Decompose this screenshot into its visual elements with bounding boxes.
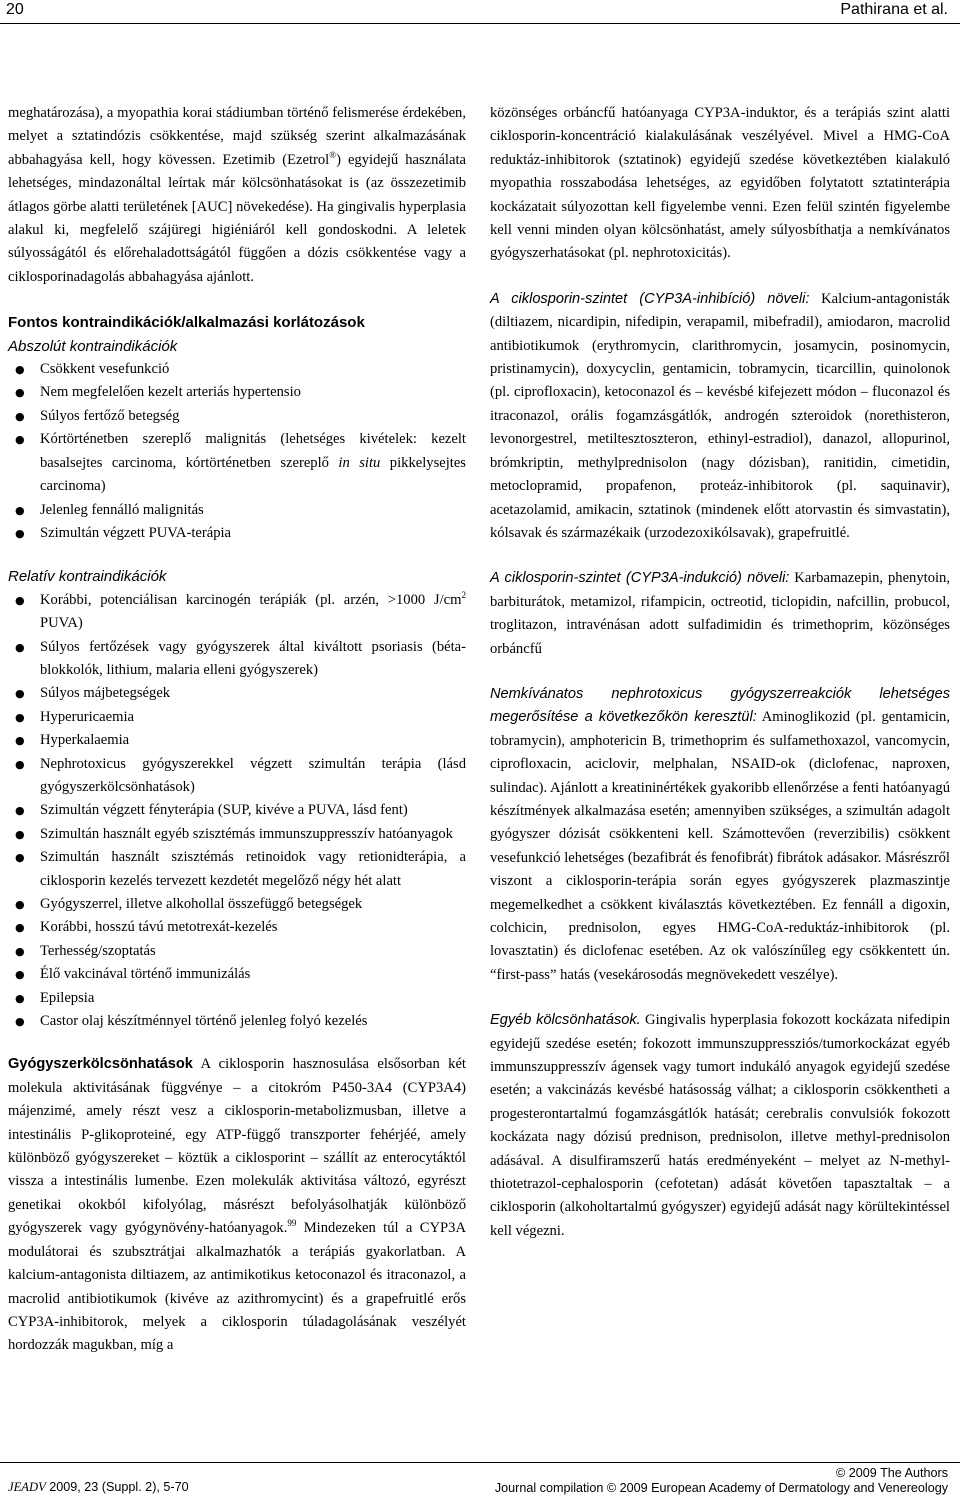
induction-paragraph: A ciklosporin-szintet (CYP3A-indukció) növeli: Karbamazepin, phenytoin, barbiturátok, metamizol, rifampicin, octreotid, ticlopidin, nafcillin, probucol, troglitazon, intravénásan adott sulfadimidin és trimethoprim, közönséges orbáncfű	[490, 570, 950, 657]
list-item: ● Szimultán végzett fényterápia (SUP, kivéve a PUVA, lásd fent)	[8, 799, 466, 822]
reference-superscript: 99	[287, 1218, 297, 1229]
nephrotoxic-lead: Nemkívánatos nephrotoxicus gyógyszerreakciók lehetséges megerősítése a következőkön keresztül:	[490, 685, 950, 726]
list-item: ● Epilepsia	[8, 987, 466, 1010]
nephrotoxic-paragraph: Nemkívánatos nephrotoxicus gyógyszerreakciók lehetséges megerősítése a következőkön keresztül: Aminoglikozid (pl. gentamicin, tobramycin), amphotericin B, trimethoprim és sulfamethoxazol, vancomycin, ciprofloxacin, aciclovir, melphalan, NSAID-ok (diclofenac, naproxen, sulindac). Ajánlott a kreatininértékek gyakoribb ellenőrzése a fenti hatóanyagú készítmények alkalmazása esetén; amennyiben szükséges, a szimultán adagolt gyógyszer dózisát csökkenteni kell. Számottevően (reverzibilis) csökkent vesefunkció lehetséges (bezafibrát és fenofibrát) fibrátok adásakor. Másrészről viszont a ciklosporin-terápia során egyes gyógyszerek plazmaszintje megemelkedhet a csökkent kiválasztás következtében. Ez fennáll a digoxin, colchicin, prednisolon, egyes HMG-CoA-reduktáz-inhibitorok (pl. lovasztatin) és diclofenac esetében. Az ok valószínűleg egy csökkentett ún. “first-pass” hatás (vesekárosodás megnövekedett veszélye).	[490, 685, 950, 983]
list-item: ● Hyperkalaemia	[8, 729, 466, 752]
list-item: ● Szimultán végzett PUVA-terápia	[8, 522, 466, 545]
relative-contraindications-heading: Relatív kontraindikációk	[8, 568, 167, 586]
header-rule	[0, 23, 960, 24]
list-item: ● Súlyos fertőzések vagy gyógyszerek által kiváltott psoriasis (béta-blokkolók, lithium, malaria elleni gyógyszerek)	[8, 636, 466, 683]
list-item: ● Szimultán használt egyéb szisztémás immunszuppresszív hatóanyagok	[8, 823, 466, 846]
left-column	[8, 102, 466, 1358]
list-item: ● Korábbi, potenciálisan karcinogén terápiák (pl. arzén, >1000 $J/cm^2$ PUVA)	[8, 589, 466, 636]
contraindications-heading: Fontos kontraindikációk/alkalmazási korlátozások	[8, 314, 365, 332]
page-header	[0, 0, 960, 24]
list-item: ● Nem megfelelően kezelt arteriás hypertensio	[8, 381, 466, 404]
list-item: ● Nephrotoxicus gyógyszerekkel végzett szimultán terápia (lásd gyógyszerkölcsönhatások)	[8, 753, 466, 800]
list-item: ● Kórtörténetben szereplő malignitás (lehetséges kivételek: kezelt basalsejtes carcinoma, kórtörténetben szereplő in situ pikkelysejtes carcinoma)	[8, 428, 466, 498]
inhibition-lead: A ciklosporin-szintet (CYP3A-inhibíció) növeli:	[490, 290, 810, 307]
list-item: ● Korábbi, hosszú távú metotrexát-kezelés	[8, 916, 466, 939]
list-item: ● Szimultán használt szisztémás retinoidok vagy retionidterápia, a ciklosporin kezelés tervezett kezdetét megelőző négy hét alatt	[8, 846, 466, 893]
absolute-contraindications-heading: Abszolút kontraindikációk	[8, 337, 178, 355]
footer-rule	[0, 1462, 960, 1463]
registered-mark: ®	[329, 149, 337, 160]
list-item: ● Élő vakcinával történő immunizálás	[8, 963, 466, 986]
induction-lead: A ciklosporin-szintet (CYP3A-indukció) növeli:	[490, 570, 790, 587]
copyright-compilation: Journal compilation © 2009 European Academy of Dermatology and Venereology	[494, 1481, 948, 1495]
interactions-paragraph: Gyógyszerkölcsönhatások A ciklosporin hasznosulása elsősorban két molekula aktivitásának függvénye – a citokróm P450-3A4 (CYP3A4) májenzimé, amely részt vesz a ciklosporin-metabolizmusban, illetve a intestinális P-glikoproteiné, egy ATP-függő transzporter fehérjéé, amely különböző gyógyszereket – köztük a ciklosporint – szállít az enterocytáktól vissza a intestinális lumenbe. Ezen molekulák aktivitása változó, egyrészt genetikai okokból kifolyólag, másrészt befolyásolhatják különböző gyógyszerek vagy gyógynövény-hatóanyagok.$^{99}$ Mindezeken túl a CYP3A modulátorai és szubsztrátjai alkalmazhatók a terápiás gyakorlatban. A kalcium-antagonista diltiazem, az antimikotikus ketoconazol és itraconazol, a macrolid antibiotikumok (kivéve az azithromycint) és a grapefruitlé erős CYP3A-inhibitorok, melyek a ciklosporin túladagolásának veszélyét hordozzák magukban, míg a	[8, 1056, 466, 1354]
journal-reference: 2009, 23 (Suppl. 2), 5-70	[45, 1480, 189, 1494]
inhibition-paragraph: A ciklosporin-szintet (CYP3A-inhibíció) növeli: Kalcium-antagonisták (diltiazem, nicardipin, nifedipin, verapamil, mibefradil), amiodaron, macrolid antibiotikumok (erythromycin, clarithromycin, josamycin, posinomycin, pristinamycin), doxycyclin, gentamicin, tobramycin, ticarcillin, quinolonok (pl. ciprofloxacin), ketoconazol és – kevésbé kifejezett módon – fluconazol és itraconazol, orális fogamzásgátlók, androgén szteroidok (norethisteron, levonorgestrel, metiltesztoszteron, ethinyl-estradiol), danazol, allopurinol, brómkriptin, methylprednisolon (nagy dózisban), ranitidin, cimetidin, metoclopramid, propafenon, proteáz-inhibitorok (pl. saquinavir), acetazolamid, amikacin, sztatinok (mindenek előtt atorvastin és simvastatin), kólsavak és származékaik (urzodezoxikólsavak), grapefruitlé.	[490, 290, 950, 541]
intro-paragraph	[8, 102, 466, 289]
page-number: 20	[6, 1, 24, 18]
list-item: ● Gyógyszerrel, illetve alkohollal összefüggő betegségek	[8, 893, 466, 916]
list-item: ● Jelenleg fennálló malignitás	[8, 499, 466, 522]
intro-text-a: meghatározása), a myopathia korai stádiumban történő felismerése érdekében, melyet a sztatindózis csökkentése, majd szükség szerint alkalmazásának abbahagyása kell, hogy kövessen. Ezetimib (Ezetrol	[8, 105, 466, 168]
list-item: ● Súlyos fertőző betegség	[8, 405, 466, 428]
list-item: ● Csökkent vesefunkció	[8, 358, 466, 381]
orbancfu-paragraph: közönséges orbáncfű hatóanyaga CYP3A-induktor, és a terápiás szint alatti ciklosporin-koncentráció kialakulásának veszélyével. Mivel a HMG-CoA reduktáz-inhibitorok (sztatinok) egyidejű szedése következtében kialakuló myopathia rosszabodása lehetséges, az egyidőben folytatott sztatinterápia kockázatait súlyozottan kell figyelembe venni. Ezen felül szintén figyelembe kell venni minden olyan kölcsönhatást, amely súlyosbíthatja a nemkívánatos gyógyszerhatásokat (pl. nephrotoxicitás).	[490, 105, 950, 262]
journal-name: JEADV	[8, 1480, 46, 1494]
list-item: ● Castor olaj készítménnyel történő jelenleg folyó kezelés	[8, 1010, 466, 1033]
journal-citation	[8, 1480, 189, 1495]
copyright-authors: © 2009 The Authors	[836, 1466, 948, 1480]
intro-text-b: ) egyidejű használata lehetséges, mindazonáltal leírtak már kölcsönhatásokat is (az összezetimib átlagos görbe alatti területének [AUC] növekedése). Ha gingivalis hyperplasia alakul ki, megfelelő szájüregi higiéniáról kell gondoskodni. A leletek súlyosságától és előrehaladottságától függően a dózis csökkentése vagy a ciklosporinadagolás abbahagyása ajánlott.	[8, 151, 466, 285]
running-author: Pathirana et al.	[840, 1, 948, 18]
list-item: ● Hyperuricaemia	[8, 706, 466, 729]
absolute-contraindications-list	[8, 358, 466, 545]
right-column	[490, 102, 950, 1243]
page-footer	[0, 1462, 960, 1498]
list-item: ● Terhesség/szoptatás	[8, 940, 466, 963]
interactions-heading: Gyógyszerkölcsönhatások	[8, 1056, 193, 1073]
other-interactions-lead: Egyéb kölcsönhatások.	[490, 1012, 641, 1029]
other-interactions-paragraph: Egyéb kölcsönhatások. Gingivalis hyperplasia fokozott kockázata nifedipin egyidejű szedése esetén; fokozott immunszuppressziós/tumorkockázat egyéb immunszuppresszív ágensek vagy tumort indukáló anyagok egyidejű szedése esetén; a vakcinázás kevésbé hatásosság válhat; a ciklosporin csökkentheti a progesterontartalmú fogamzásgátlók hatását; cerebralis convulsiók fokozott kockázata nagy dózisú prednison, prednisolon, illetve methyl-prednisolon adásával. A disulfiramszerű hatás eredményeként – melyet az N-methyl-thiotetrazol-cephalosporin (cefotetan) adását követően tapasztaltak – a ciklosporin (alkoholtartalmú gyógyszer) egyidejű adását nagy körültekintéssel kell végezni.	[490, 1012, 950, 1239]
relative-contraindications-list	[8, 589, 466, 1034]
list-item: ● Súlyos májbetegségek	[8, 682, 466, 705]
